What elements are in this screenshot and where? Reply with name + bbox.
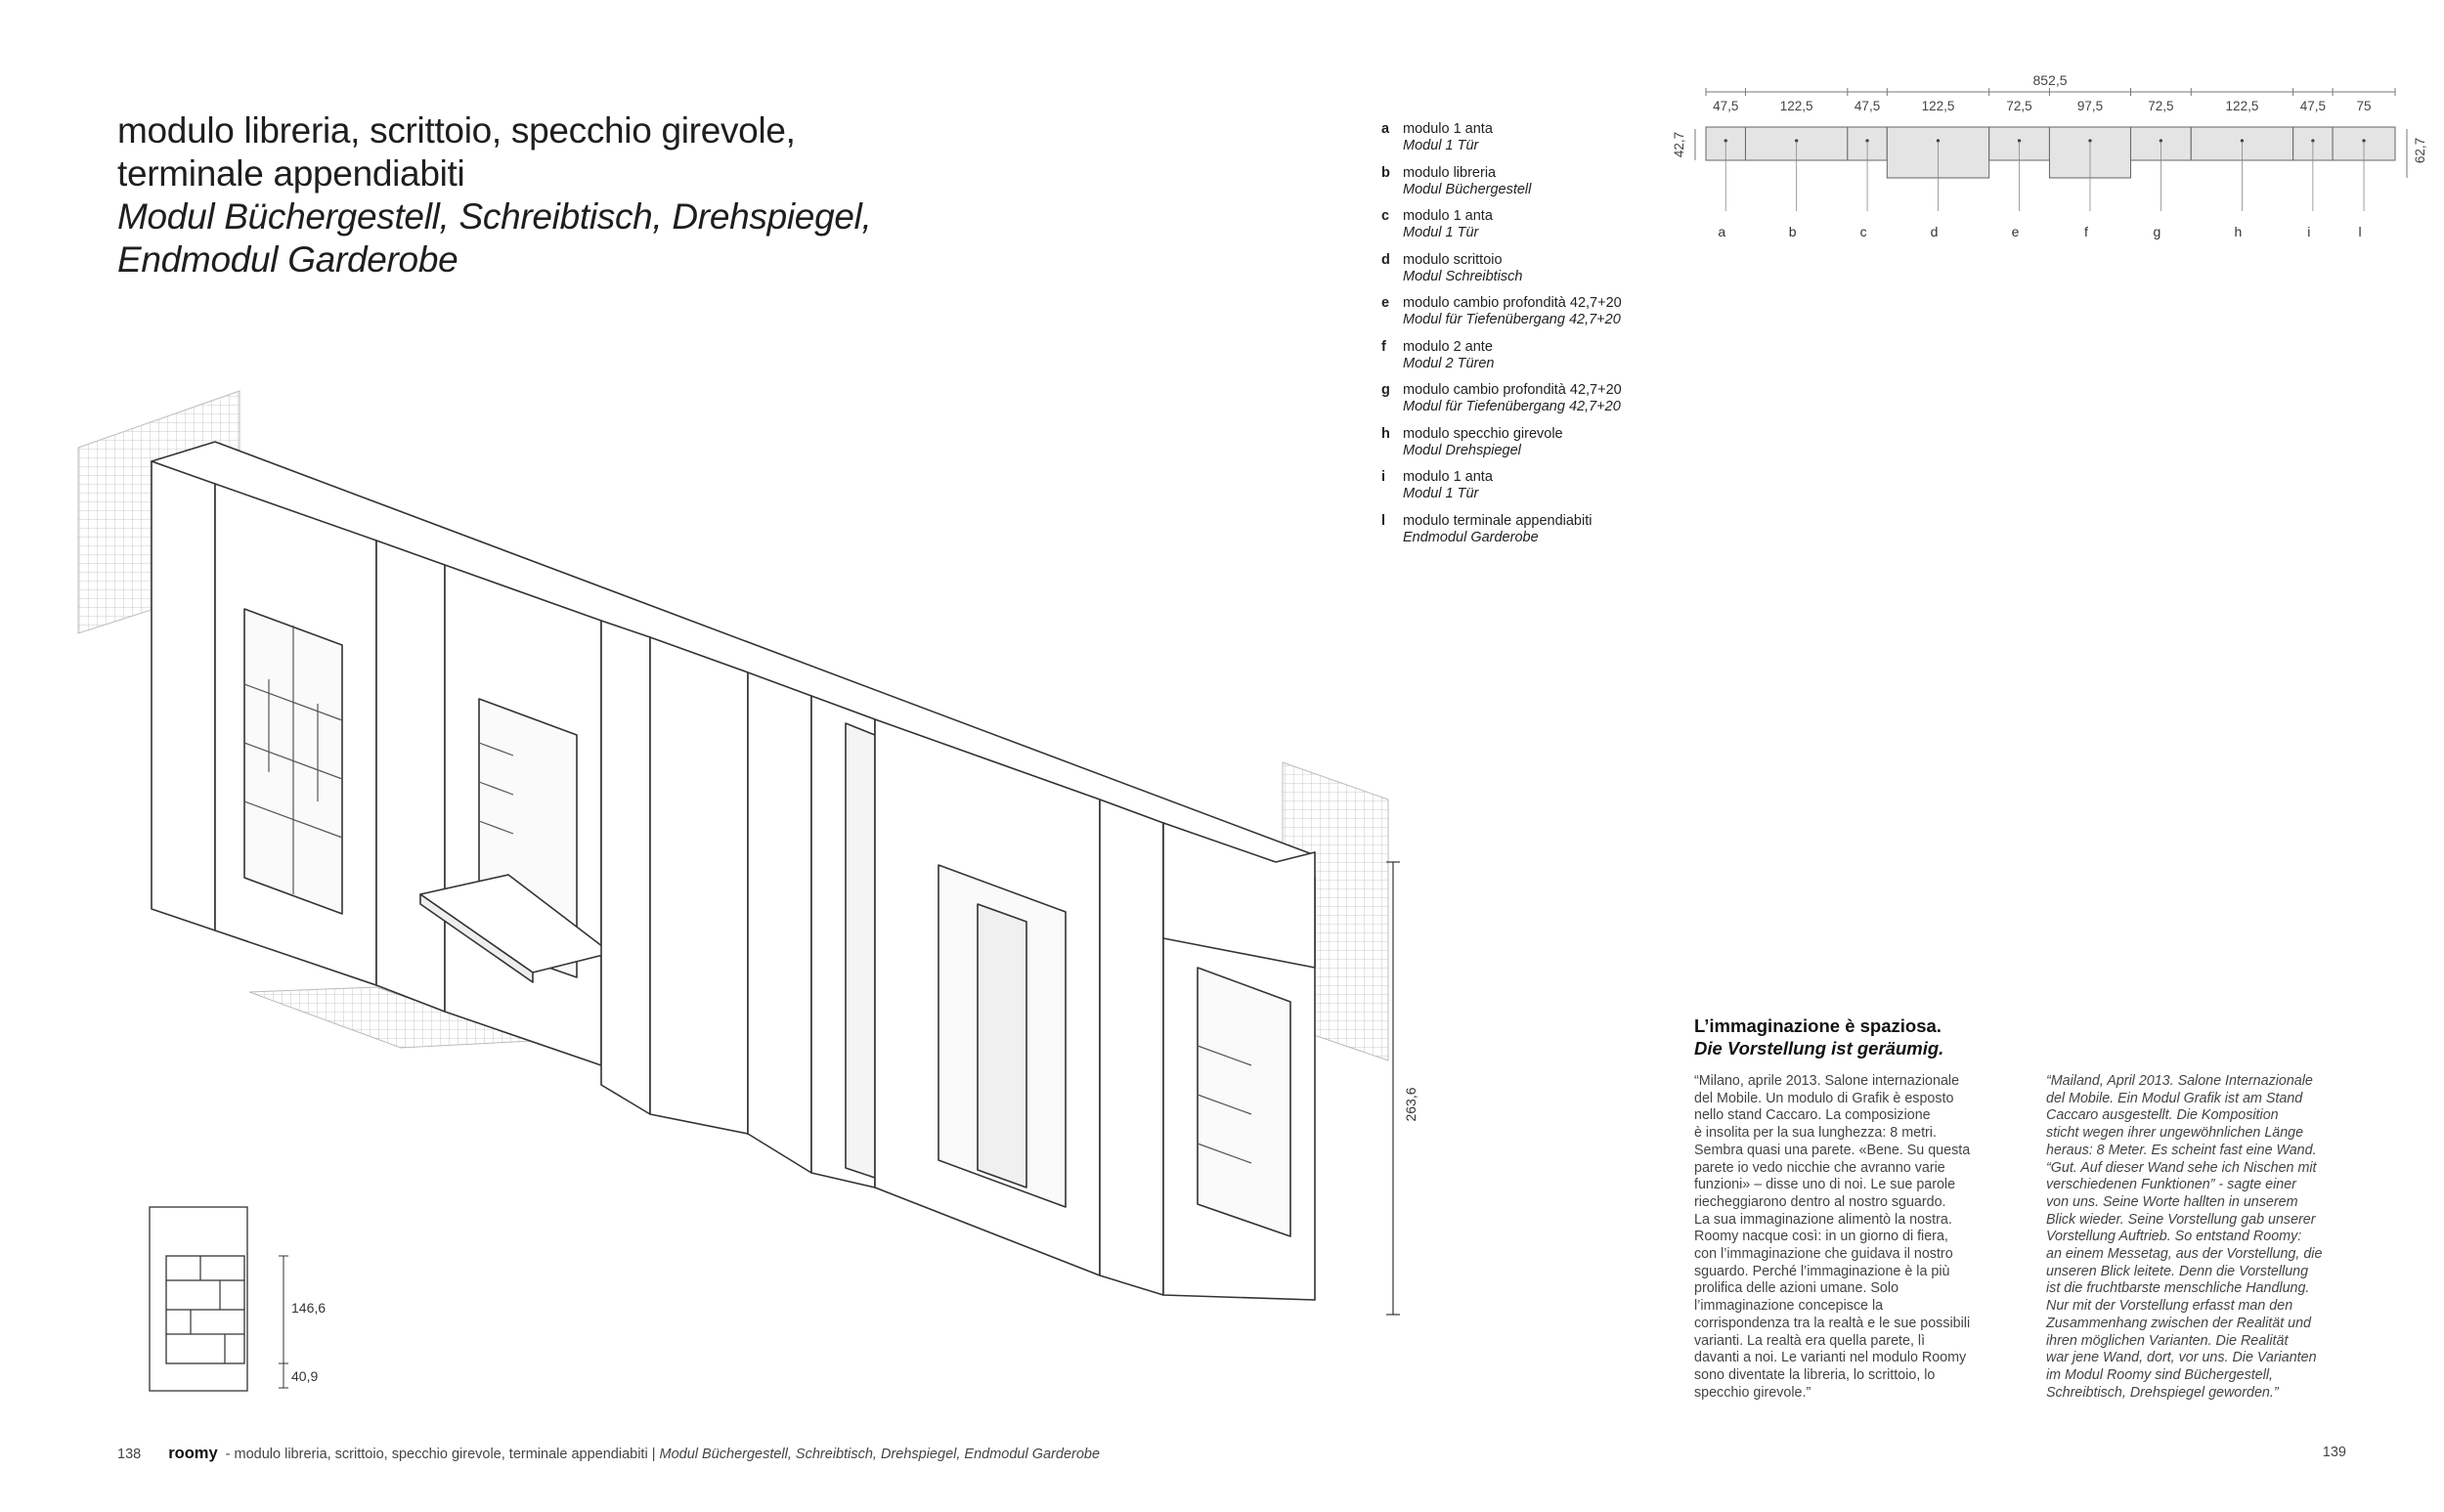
it-line: parete io vedo nicchie che avranno varie xyxy=(1694,1159,1945,1176)
height-label: 263,6 xyxy=(1403,1087,1418,1122)
legend-it: modulo 1 anta xyxy=(1403,469,1493,485)
detail-drawing xyxy=(150,1207,326,1391)
plan-module-width: 47,5 xyxy=(2299,99,2327,113)
de-line: Zusammenhang zwischen der Realität und xyxy=(2046,1315,2311,1331)
legend-item xyxy=(1381,426,1684,470)
plan-module-letter: b xyxy=(1788,224,1797,239)
legend-de: Endmodul Garderobe xyxy=(1403,529,1539,545)
legend-letter: e xyxy=(1381,295,1390,311)
plan-module-letter: i xyxy=(2307,224,2311,239)
plan-module-letter: d xyxy=(1930,224,1939,239)
legend-it: modulo 2 ante xyxy=(1403,338,1493,355)
plan-depth-left: 42,7 xyxy=(1672,131,1686,158)
article-text-de xyxy=(2046,1073,2359,1402)
legend-de: Modul 1 Tür xyxy=(1403,138,1479,153)
plan-module-width: 122,5 xyxy=(1779,99,1813,113)
legend-letter: g xyxy=(1381,382,1390,398)
plan-depth-right: 62,7 xyxy=(2413,137,2427,164)
it-line: Sembra quasi una parete. «Bene. Su questa xyxy=(1694,1142,1971,1158)
it-line: davanti a noi. Le varianti nel modulo Roomy xyxy=(1694,1350,1967,1366)
de-line: ist die fruchtbarste menschliche Handlung. xyxy=(2046,1280,2310,1297)
de-line: ihren möglichen Varianten. Die Realität xyxy=(2046,1332,2289,1349)
legend-item xyxy=(1381,165,1684,209)
legend-de: Modul für Tiefenübergang 42,7+20 xyxy=(1403,399,1621,414)
legend-item xyxy=(1381,339,1684,383)
it-line: Roomy nacque così: in un giorno di fiera, xyxy=(1694,1229,1948,1245)
article-heading xyxy=(1694,1015,1943,1059)
it-line: è insolita per la sua lunghezza: 8 metri. xyxy=(1694,1125,1937,1142)
it-line: “Milano, aprile 2013. Salone internazionale xyxy=(1694,1073,1960,1089)
it-line: La sua immaginazione alimentò la nostra. xyxy=(1694,1211,1952,1228)
footer-brand: roomy xyxy=(168,1445,218,1462)
de-line: Schreibtisch, Drehspiegel geworden.” xyxy=(2046,1384,2279,1401)
article-heading-it: L’immaginazione è spaziosa. xyxy=(1694,1015,1942,1036)
plan-module-width: 47,5 xyxy=(1713,99,1739,113)
title-it-line-1: modulo libreria, scrittoio, specchio girevole, xyxy=(117,110,796,151)
legend-letter: a xyxy=(1381,121,1390,137)
legend-letter: b xyxy=(1381,164,1390,181)
de-line: heraus: 8 Meter. Es scheint fast eine Wand. xyxy=(2046,1142,2317,1158)
legend-item xyxy=(1381,295,1684,339)
de-line: verschiedenen Funktionen” - sagte einer xyxy=(2046,1177,2296,1193)
it-line: del Mobile. Un modulo di Grafik è esposto xyxy=(1694,1090,1954,1106)
legend-letter: c xyxy=(1381,208,1390,224)
footer-text-de: Modul Büchergestell, Schreibtisch, Drehspiegel, Endmodul Garderobe xyxy=(659,1447,1101,1462)
plan-module-letter: c xyxy=(1859,224,1867,239)
legend-letter: d xyxy=(1381,251,1390,268)
de-line: von uns. Seine Worte hallten in unserem xyxy=(2046,1193,2298,1210)
legend-letter: l xyxy=(1381,512,1386,529)
detail-lower-label: 40,9 xyxy=(291,1368,319,1384)
plan-module-width: 72,5 xyxy=(2148,99,2174,113)
plan-total-width: 852,5 xyxy=(2032,72,2068,88)
legend-it: modulo specchio girevole xyxy=(1403,425,1563,442)
plan-module-width: 122,5 xyxy=(2225,99,2259,113)
legend-item xyxy=(1381,208,1684,252)
plan-module-letter: l xyxy=(2358,224,2362,239)
plan-module-width: 75 xyxy=(2356,99,2372,113)
plan-module-letter: a xyxy=(1718,224,1726,239)
it-line: varianti. La realtà era quella parete, lì xyxy=(1694,1332,1926,1349)
page-footer xyxy=(117,1445,1100,1463)
it-line: riecheggiarono dentro al nostro sguardo. xyxy=(1694,1193,1946,1210)
legend-it: modulo 1 anta xyxy=(1403,121,1493,137)
footer-text-it: - modulo libreria, scrittoio, specchio girevole, terminale appendiabiti | xyxy=(225,1447,656,1462)
module-legend xyxy=(1381,121,1684,556)
legend-de: Modul für Tiefenübergang 42,7+20 xyxy=(1403,312,1621,327)
legend-item xyxy=(1381,382,1684,426)
de-line: Caccaro ausgestellt. Die Komposition xyxy=(2046,1107,2279,1124)
legend-de: Modul Drehspiegel xyxy=(1403,442,1521,458)
plan-view-diagram xyxy=(1652,65,2427,250)
it-line: con l’immaginazione che guidava il nostro xyxy=(1694,1246,1953,1263)
legend-item xyxy=(1381,469,1684,513)
de-line: unseren Blick leitete. Denn die Vorstellung xyxy=(2046,1263,2309,1279)
detail-upper-label: 146,6 xyxy=(291,1300,327,1316)
de-line: “Mailand, April 2013. Salone Internazionale xyxy=(2046,1073,2313,1089)
it-line: sono diventate la libreria, lo scrittoio, lo xyxy=(1694,1366,1936,1383)
title-de-line-2: Endmodul Garderobe xyxy=(117,239,458,280)
legend-it: modulo libreria xyxy=(1403,164,1497,181)
article-heading-de: Die Vorstellung ist geräumig. xyxy=(1694,1038,1944,1058)
page-number-left: 138 xyxy=(117,1447,142,1462)
legend-letter: f xyxy=(1381,338,1386,355)
legend-it: modulo scrittoio xyxy=(1403,251,1503,268)
plan-module-letter: f xyxy=(2084,224,2088,239)
de-line: Vorstellung Auftrieb. So entstand Roomy: xyxy=(2046,1229,2302,1245)
article-text-it xyxy=(1694,1073,2007,1402)
de-line: an einem Messetag, aus der Vorstellung, die xyxy=(2046,1246,2323,1263)
it-line: funzioni» – disse uno di noi. Le sue parole xyxy=(1694,1177,1956,1193)
de-line: Nur mit der Vorstellung erfasst man den xyxy=(2046,1298,2293,1315)
legend-it: modulo cambio profondità 42,7+20 xyxy=(1403,295,1622,311)
it-line: nello stand Caccaro. La composizione xyxy=(1694,1107,1931,1124)
plan-module-width: 72,5 xyxy=(2006,99,2032,113)
height-dimension xyxy=(1386,862,1418,1315)
plan-module-width: 47,5 xyxy=(1854,99,1881,113)
it-line: sguardo. Perché l’immaginazione è la più xyxy=(1694,1263,1950,1279)
plan-module-width: 97,5 xyxy=(2076,99,2104,113)
it-line: prolifica delle azioni umane. Solo xyxy=(1694,1280,1899,1297)
de-line: im Modul Roomy sind Büchergestell, xyxy=(2046,1366,2274,1383)
de-line: del Mobile. Ein Modul Grafik ist am Stand xyxy=(2046,1090,2303,1106)
legend-de: Modul 1 Tür xyxy=(1403,225,1479,240)
it-line: specchio girevole.” xyxy=(1694,1384,1811,1401)
de-line: war jene Wand, dort, vor uns. Die Varianten xyxy=(2046,1350,2317,1366)
legend-de: Modul Schreibtisch xyxy=(1403,268,1523,284)
legend-de: Modul 2 Türen xyxy=(1403,355,1495,371)
legend-letter: h xyxy=(1381,425,1390,442)
it-line: corrispondenza tra la realtà e le sue possibili xyxy=(1694,1315,1971,1331)
page-number-right: 139 xyxy=(2322,1445,2346,1460)
plan-module-letter: g xyxy=(2153,224,2161,239)
de-line: sticht wegen ihrer ungewöhnlichen Länge xyxy=(2046,1125,2304,1142)
legend-it: modulo terminale appendiabiti xyxy=(1403,512,1593,529)
legend-it: modulo 1 anta xyxy=(1403,208,1493,224)
plan-module-letter: h xyxy=(2234,224,2243,239)
legend-item xyxy=(1381,252,1684,296)
legend-letter: i xyxy=(1381,469,1386,485)
plan-module-letter: e xyxy=(2011,224,2020,239)
plan-module-width: 122,5 xyxy=(1921,99,1955,113)
it-line: l’immaginazione concepisce la xyxy=(1694,1298,1884,1315)
title-de-line-1: Modul Büchergestell, Schreibtisch, Drehspiegel, xyxy=(117,196,872,237)
legend-de: Modul 1 Tür xyxy=(1403,486,1479,501)
legend-item xyxy=(1381,513,1684,557)
legend-de: Modul Büchergestell xyxy=(1403,181,1532,197)
legend-item xyxy=(1381,121,1684,165)
title-it-line-2: terminale appendiabiti xyxy=(117,153,465,194)
de-line: Blick wieder. Seine Vorstellung gab unserer xyxy=(2046,1211,2316,1228)
legend-it: modulo cambio profondità 42,7+20 xyxy=(1403,382,1622,398)
de-line: “Gut. Auf dieser Wand sehe ich Nischen mit xyxy=(2046,1159,2317,1176)
